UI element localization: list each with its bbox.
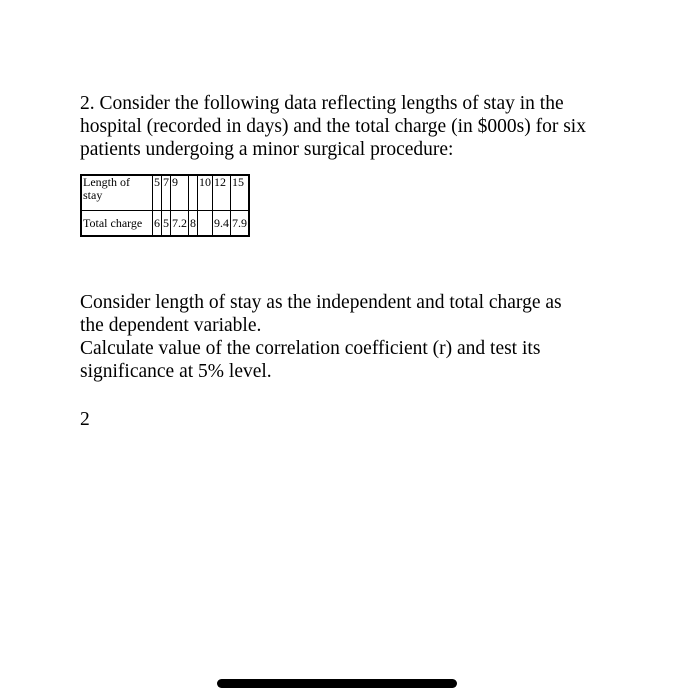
instructions-line-1: Consider length of stay as the independent and total charge as <box>80 292 562 313</box>
instructions-line-4: significance at 5% level. <box>80 361 272 382</box>
question-line-2: hospital (recorded in days) and the total charge (in $000s) for six <box>80 116 586 137</box>
table-cell: 9 <box>171 175 189 211</box>
question-line-1: 2. Consider the following data reflecting lengths of stay in the <box>80 93 564 114</box>
table-cell: 7 <box>162 175 171 211</box>
question-text <box>80 92 600 161</box>
row-header-length-of-stay: Length of stay <box>81 175 153 211</box>
question-line-3: patients undergoing a minor surgical procedure: <box>80 139 454 160</box>
answer-text: 2 <box>80 409 90 430</box>
instructions-line-2: the dependent variable. <box>80 315 262 336</box>
table-cell: 8 <box>189 211 198 237</box>
table-cell: 9.4 <box>213 211 231 237</box>
instructions-line-3: Calculate value of the correlation coefficient (r) and test its <box>80 338 541 359</box>
table-cell: 5 <box>153 175 162 211</box>
data-table <box>80 174 250 237</box>
home-indicator[interactable] <box>217 679 457 688</box>
table-cell: 7.2 <box>171 211 189 237</box>
instructions-text <box>80 291 600 383</box>
table-cell: 5 <box>162 211 171 237</box>
table-cell <box>198 211 213 237</box>
table-cell: 12 <box>213 175 231 211</box>
table-cell <box>189 175 198 211</box>
table-cell: 10 <box>198 175 213 211</box>
row-header-total-charge: Total charge <box>81 211 153 237</box>
table-row-length-of-stay <box>81 175 249 211</box>
table-cell: 7.9 <box>231 211 250 237</box>
table-cell: 15 <box>231 175 250 211</box>
table-cell: 6 <box>153 211 162 237</box>
table-row-total-charge <box>81 211 249 237</box>
